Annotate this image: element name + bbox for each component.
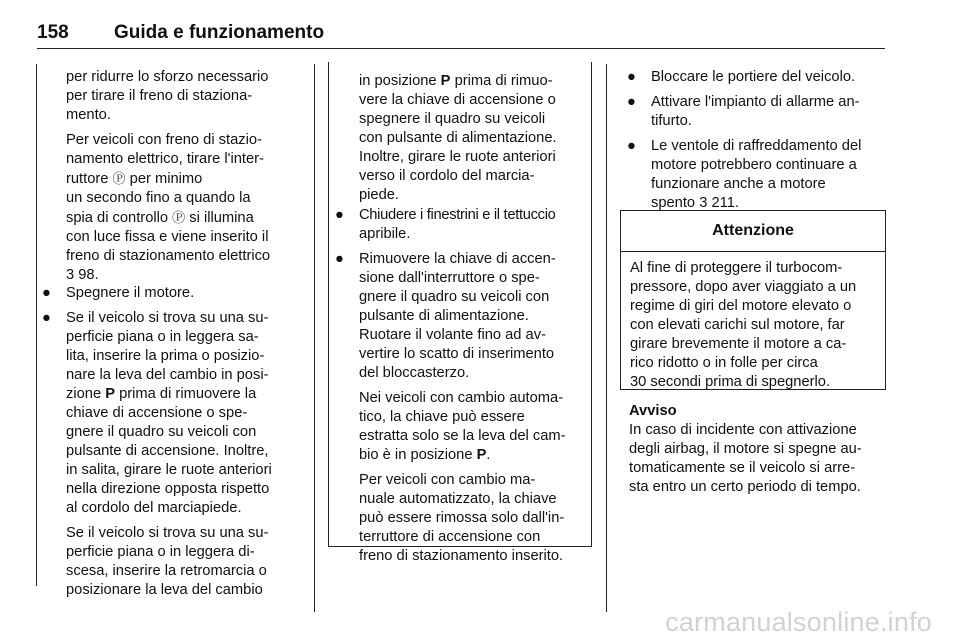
header-rule xyxy=(37,48,885,49)
bullet-icon: ● xyxy=(42,310,51,326)
page-reference[interactable]: 211. xyxy=(711,195,739,211)
bullet-icon: ● xyxy=(627,69,636,85)
page-reference-icon: 3 xyxy=(699,195,708,211)
attention-title: Attenzione xyxy=(621,211,885,252)
bullet-icon: ● xyxy=(335,207,344,223)
column-1 xyxy=(66,68,298,291)
watermark: carmanualsonline.info xyxy=(665,607,932,637)
list-item: ● Attivare l'impianto di allarme an- tifurto. xyxy=(627,94,860,129)
continued-box: in posizione P prima di rimuo- vere la chiave di accensione o spegnere il quadro su veicoli con pulsante di alimentazione. Inoltre, girare le ruote anteriori verso il cordolo del marcia- piede. ● Chiudere i finestrini e il tettuccio apribile. ● Rimuovere la chiave di accen- sione dall'interruttore o spe- gnere il quadro su veicoli con pulsante di alimentazione. Ruotare il volante fino ad av- vertire lo scatto di inserimento del bloccasterzo. Nei veicoli con cambio automa- tico, la chiave può essere estratta solo se la leva del cam- bio è in posizione P. Per veicoli con cambio ma- nuale automatizzato, la chiave può essere rimossa solo dall'in- terruttore di accensione con freno di stazionamento inserito. xyxy=(328,62,592,547)
bullet-icon: ● xyxy=(42,285,51,301)
column-divider xyxy=(606,64,607,612)
column-divider xyxy=(36,64,37,586)
column-1-bullets xyxy=(42,284,298,606)
list-item: ● Le ventole di raffreddamento del motore potrebbero continuare a funzionare anche a motore spento 3 211. xyxy=(627,138,862,211)
attention-box xyxy=(620,210,886,390)
bullet-icon: ● xyxy=(627,138,636,154)
notice-block: Avviso In caso di incidente con attivazione degli airbag, il motore si spegne au- tomaticamente se il veicolo si arre- sta entro un certo periodo di tempo. xyxy=(629,402,891,497)
page-title: Guida e funzionamento xyxy=(114,22,325,43)
list-item: ● Rimuovere la chiave di accen- sione dall'interruttore o spe- gnere il quadro su veicoli con pulsante di alimentazione. Ruotare il volante fino ad av- vertire lo scatto di inserimento del bloccasterzo. Nei veicoli con cambio automa- tico, la chiave può essere estratta solo se la leva del cam- bio è in posizione P. Per veicoli con cambio ma- nuale automatizzato, la chiave può essere rimossa solo dall'in- terruttore di accensione con freno di stazionamento inserito. xyxy=(335,251,566,564)
page-number: 158 xyxy=(37,22,69,43)
list-item: ● Spegnere il motore. xyxy=(42,285,195,301)
list-item: ● Se il veicolo si trova su una su- perficie piana o in leggera sa- lita, inserire la prima o posizio- nare la leva del cambio in posi- zione P prima di rimuovere la chiave di accensione o spe- gnere il quadro su veicoli con pulsante di accensione. Inoltre, in salita, girare le ruote anteriori nella direzione opposta rispetto al cordolo del marciapiede. Se il veicolo si trova su una su- perficie piana o in leggera di- scesa, inserire la retromarcia o posizionare la leva del cambio xyxy=(42,310,272,598)
attention-text: Al fine di proteggere il turbocom- pressore, dopo aver viaggiato a un regime di giri del motore elevato o con elevati carichi sul motore, far girare brevemente il motore a ca- rico ridotto o in folle per circa 30 secondi prima di spegnerlo. xyxy=(630,260,857,390)
paragraph: per ridurre lo sforzo necessario per tirare il freno di staziona- mento. xyxy=(66,69,269,123)
paragraph-electric-brake: Per veicoli con freno di stazio- namento elettrico, tirare l'inter- ruttore Ⓟ per minimo un secondo fino a quando la spia di controllo Ⓟ si illumina con luce fissa e viene inserito il freno di stazionamento elettrico 3 98. xyxy=(66,132,271,283)
parking-brake-icon: Ⓟ xyxy=(112,171,126,186)
list-item: ● Bloccare le portiere del veicolo. xyxy=(627,69,856,85)
bullet-icon: ● xyxy=(335,251,344,267)
page-reference-icon: 3 xyxy=(66,267,75,283)
column-divider xyxy=(314,64,315,612)
column-3-bullets xyxy=(627,68,889,219)
parking-brake-icon: Ⓟ xyxy=(172,210,186,225)
notice-title: Avviso xyxy=(629,403,677,419)
list-item: ● Chiudere i finestrini e il tettuccio apribile. xyxy=(335,207,556,242)
bullet-icon: ● xyxy=(627,94,636,110)
page-reference[interactable]: 98. xyxy=(78,267,99,283)
